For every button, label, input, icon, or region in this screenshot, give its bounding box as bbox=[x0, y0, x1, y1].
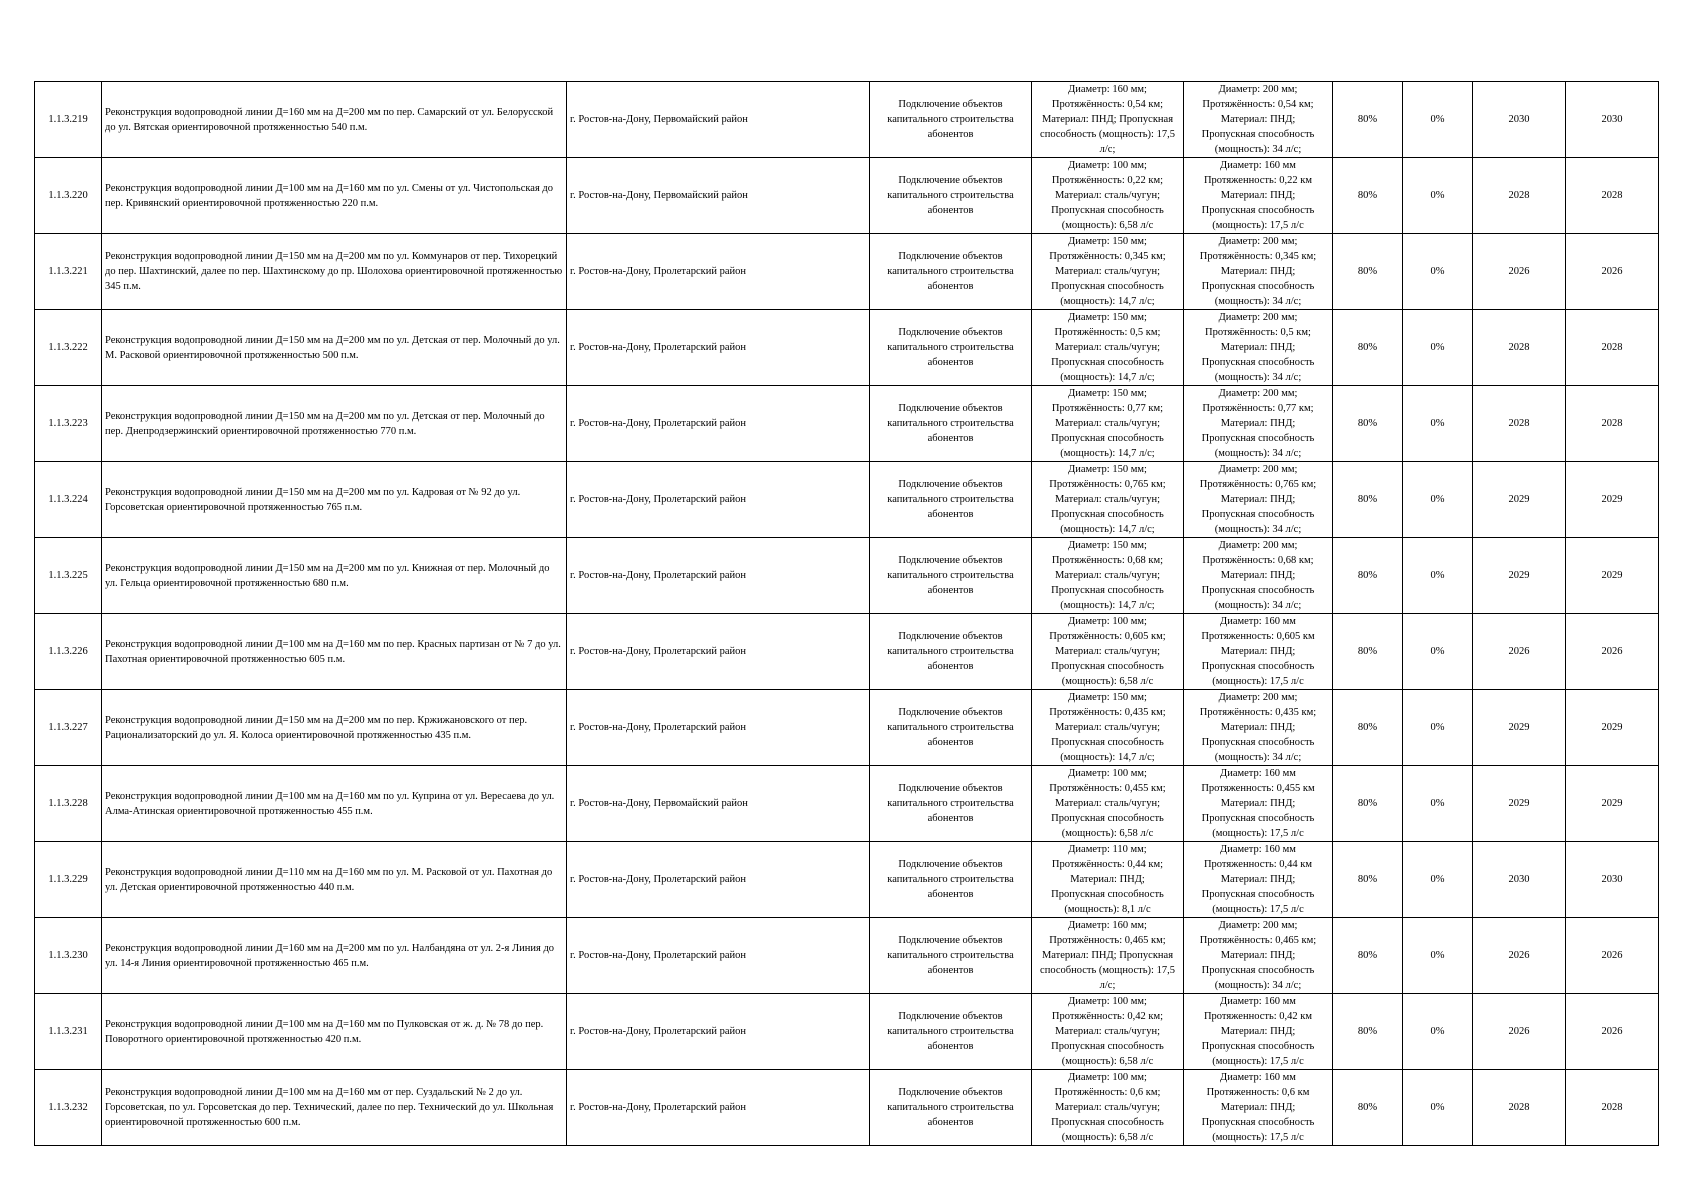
parameters-after-line: Протяжённость: 0,5 км; bbox=[1205, 327, 1311, 338]
location-cell: г. Ростов-на-Дону, Первомайский район bbox=[567, 82, 870, 158]
purpose-cell: Подключение объектов капитального строительства абонентов bbox=[870, 918, 1032, 994]
parameters-before-line: Пропускная способность bbox=[1051, 509, 1164, 520]
parameters-after-line: Диаметр: 160 мм bbox=[1220, 1072, 1296, 1083]
parameters-after-line: (мощность): 17,5 л/с bbox=[1212, 904, 1304, 915]
location-cell: г. Ростов-на-Дону, Пролетарский район bbox=[567, 690, 870, 766]
percent-a-cell: 80% bbox=[1333, 1070, 1403, 1146]
parameters-before-line: Протяжённость: 0,765 км; bbox=[1049, 479, 1166, 490]
parameters-after-line: Протяженность: 0,605 км bbox=[1201, 631, 1315, 642]
parameters-after-line: (мощность): 34 л/с; bbox=[1214, 372, 1302, 383]
parameters-after-line: (мощность): 34 л/с; bbox=[1214, 524, 1302, 535]
parameters-before-line: л/с; bbox=[1099, 144, 1116, 155]
row-number-cell: 1.1.3.219 bbox=[35, 82, 102, 158]
parameters-after-cell bbox=[1184, 690, 1333, 766]
parameters-after-line: Протяженность: 0,455 км bbox=[1201, 783, 1315, 794]
parameters-before-line: Материал: сталь/чугун; bbox=[1054, 1102, 1161, 1113]
parameters-before-line: Диаметр: 150 мм; bbox=[1068, 692, 1147, 703]
percent-b-cell: 0% bbox=[1403, 614, 1473, 690]
parameters-after-line: Материал: ПНД; bbox=[1220, 874, 1296, 885]
row-number-cell: 1.1.3.226 bbox=[35, 614, 102, 690]
purpose-cell: Подключение объектов капитального строительства абонентов bbox=[870, 994, 1032, 1070]
parameters-after-line: (мощность): 17,5 л/с bbox=[1212, 828, 1304, 839]
location-cell: г. Ростов-на-Дону, Пролетарский район bbox=[567, 1070, 870, 1146]
parameters-before-line: Материал: сталь/чугун; bbox=[1054, 646, 1161, 657]
parameters-after-line: Диаметр: 200 мм; bbox=[1218, 540, 1298, 551]
parameters-after-line: Материал: ПНД; bbox=[1220, 798, 1296, 809]
table-row bbox=[35, 690, 1659, 766]
parameters-before-cell bbox=[1032, 538, 1184, 614]
percent-a-cell: 80% bbox=[1333, 994, 1403, 1070]
parameters-before-line: Протяжённость: 0,22 км; bbox=[1051, 175, 1164, 186]
parameters-before-line: Диаметр: 150 мм; bbox=[1068, 464, 1147, 475]
parameters-before-line: Материал: сталь/чугун; bbox=[1054, 1026, 1161, 1037]
percent-a-cell: 80% bbox=[1333, 386, 1403, 462]
purpose-cell: Подключение объектов капитального строительства абонентов bbox=[870, 158, 1032, 234]
parameters-after-line: Диаметр: 200 мм; bbox=[1218, 692, 1298, 703]
parameters-before-line: (мощность): 6,58 л/с bbox=[1061, 676, 1154, 687]
description-cell: Реконструкция водопроводной линии Д=100 мм на Д=160 мм по Пулковская от ж. д. № 78 до пер. Поворотного ориентировочной протяженностью 420 п.м. bbox=[102, 994, 567, 1070]
parameters-before-line: Диаметр: 100 мм; bbox=[1068, 1072, 1147, 1083]
parameters-before-line: Диаметр: 100 мм; bbox=[1068, 160, 1147, 171]
parameters-after-line: (мощность): 34 л/с; bbox=[1214, 752, 1302, 763]
parameters-after-line: Протяженность: 0,42 км bbox=[1203, 1011, 1313, 1022]
parameters-after-line: Материал: ПНД; bbox=[1220, 418, 1296, 429]
location-cell: г. Ростов-на-Дону, Первомайский район bbox=[567, 158, 870, 234]
year-start-cell: 2028 bbox=[1473, 386, 1566, 462]
row-number-cell: 1.1.3.222 bbox=[35, 310, 102, 386]
parameters-before-cell bbox=[1032, 994, 1184, 1070]
parameters-before-line: Диаметр: 100 мм; bbox=[1068, 996, 1147, 1007]
purpose-cell: Подключение объектов капитального строительства абонентов bbox=[870, 234, 1032, 310]
parameters-before-line: Протяжённость: 0,44 км; bbox=[1051, 859, 1164, 870]
parameters-before-line: Пропускная способность bbox=[1051, 1041, 1164, 1052]
description-cell: Реконструкция водопроводной линии Д=100 мм на Д=160 мм по ул. Смены от ул. Чистопольская до пер. Кривянский ориентировочной протяженностью 220 п.м. bbox=[102, 158, 567, 234]
parameters-before-line: (мощность): 14,7 л/с; bbox=[1060, 448, 1155, 459]
parameters-after-line: Пропускная способность bbox=[1201, 129, 1315, 140]
parameters-after-line: (мощность): 17,5 л/с bbox=[1212, 1056, 1304, 1067]
location-cell: г. Ростов-на-Дону, Пролетарский район bbox=[567, 538, 870, 614]
parameters-after-line: Диаметр: 160 мм bbox=[1220, 616, 1296, 627]
table-row bbox=[35, 234, 1659, 310]
parameters-before-line: Протяжённость: 0,6 км; bbox=[1054, 1087, 1161, 1098]
year-end-cell: 2028 bbox=[1566, 1070, 1659, 1146]
parameters-before-line: (мощность): 8,1 л/с bbox=[1064, 904, 1151, 915]
year-start-cell: 2028 bbox=[1473, 158, 1566, 234]
table-row bbox=[35, 918, 1659, 994]
parameters-before-line: Материал: сталь/чугун; bbox=[1054, 190, 1161, 201]
location-cell: г. Ростов-на-Дону, Пролетарский район bbox=[567, 918, 870, 994]
year-start-cell: 2029 bbox=[1473, 538, 1566, 614]
table-row bbox=[35, 614, 1659, 690]
parameters-before-line: Материал: сталь/чугун; bbox=[1054, 418, 1161, 429]
parameters-after-line: Пропускная способность bbox=[1201, 889, 1315, 900]
parameters-after-line: (мощность): 34 л/с; bbox=[1214, 448, 1302, 459]
parameters-before-line: Материал: сталь/чугун; bbox=[1054, 266, 1161, 277]
parameters-after-line: Протяжённость: 0,68 км; bbox=[1202, 555, 1314, 566]
parameters-before-line: Пропускная способность bbox=[1051, 585, 1164, 596]
parameters-after-line: Пропускная способность bbox=[1201, 205, 1315, 216]
year-end-cell: 2028 bbox=[1566, 310, 1659, 386]
row-number-cell: 1.1.3.224 bbox=[35, 462, 102, 538]
parameters-after-line: Диаметр: 200 мм; bbox=[1218, 312, 1298, 323]
parameters-before-line: Материал: сталь/чугун; bbox=[1054, 722, 1161, 733]
percent-b-cell: 0% bbox=[1403, 234, 1473, 310]
row-number-cell: 1.1.3.223 bbox=[35, 386, 102, 462]
purpose-cell: Подключение объектов капитального строительства абонентов bbox=[870, 82, 1032, 158]
parameters-before-line: Протяжённость: 0,465 км; bbox=[1049, 935, 1166, 946]
year-end-cell: 2026 bbox=[1566, 994, 1659, 1070]
parameters-before-cell bbox=[1032, 158, 1184, 234]
parameters-before-line: (мощность): 14,7 л/с; bbox=[1060, 752, 1155, 763]
parameters-before-line: Протяжённость: 0,77 км; bbox=[1051, 403, 1164, 414]
parameters-after-line: Материал: ПНД; bbox=[1220, 646, 1296, 657]
parameters-after-line: Протяжённость: 0,435 км; bbox=[1199, 707, 1317, 718]
year-end-cell: 2026 bbox=[1566, 918, 1659, 994]
percent-a-cell: 80% bbox=[1333, 462, 1403, 538]
parameters-after-line: Диаметр: 200 мм; bbox=[1218, 464, 1298, 475]
parameters-before-line: Диаметр: 100 мм; bbox=[1068, 768, 1147, 779]
parameters-after-cell bbox=[1184, 766, 1333, 842]
parameters-before-line: Диаметр: 150 мм; bbox=[1068, 540, 1147, 551]
parameters-after-cell bbox=[1184, 310, 1333, 386]
parameters-after-cell bbox=[1184, 462, 1333, 538]
parameters-before-line: Пропускная способность bbox=[1051, 205, 1164, 216]
parameters-after-line: Материал: ПНД; bbox=[1220, 190, 1296, 201]
parameters-before-line: Пропускная способность bbox=[1051, 433, 1164, 444]
purpose-cell: Подключение объектов капитального строительства абонентов bbox=[870, 1070, 1032, 1146]
parameters-after-line: Материал: ПНД; bbox=[1220, 722, 1296, 733]
parameters-before-line: Диаметр: 100 мм; bbox=[1068, 616, 1147, 627]
parameters-before-line: Протяжённость: 0,5 км; bbox=[1054, 327, 1161, 338]
parameters-after-cell bbox=[1184, 994, 1333, 1070]
parameters-before-line: способность (мощность): 17,5 bbox=[1040, 129, 1175, 140]
location-cell: г. Ростов-на-Дону, Пролетарский район bbox=[567, 462, 870, 538]
table-body bbox=[35, 82, 1659, 1146]
parameters-after-line: Диаметр: 200 мм; bbox=[1218, 84, 1298, 95]
parameters-after-cell bbox=[1184, 234, 1333, 310]
percent-a-cell: 80% bbox=[1333, 690, 1403, 766]
location-cell: г. Ростов-на-Дону, Пролетарский район bbox=[567, 994, 870, 1070]
description-cell: Реконструкция водопроводной линии Д=160 мм на Д=200 мм по пер. Самарский от ул. Белорусской до ул. Вятская ориентировочной протяженностью 540 п.м. bbox=[102, 82, 567, 158]
purpose-cell: Подключение объектов капитального строительства абонентов bbox=[870, 462, 1032, 538]
year-start-cell: 2026 bbox=[1473, 918, 1566, 994]
parameters-before-line: Материал: сталь/чугун; bbox=[1054, 570, 1161, 581]
parameters-after-line: Протяженность: 0,44 км bbox=[1203, 859, 1313, 870]
year-start-cell: 2026 bbox=[1473, 234, 1566, 310]
parameters-after-line: Диаметр: 160 мм bbox=[1220, 844, 1296, 855]
parameters-before-cell bbox=[1032, 1070, 1184, 1146]
parameters-after-cell bbox=[1184, 918, 1333, 994]
parameters-before-cell bbox=[1032, 234, 1184, 310]
parameters-before-line: Протяжённость: 0,345 км; bbox=[1049, 251, 1166, 262]
percent-a-cell: 80% bbox=[1333, 538, 1403, 614]
parameters-after-line: Протяжённость: 0,765 км; bbox=[1199, 479, 1317, 490]
percent-b-cell: 0% bbox=[1403, 310, 1473, 386]
percent-b-cell: 0% bbox=[1403, 766, 1473, 842]
purpose-cell: Подключение объектов капитального строительства абонентов bbox=[870, 386, 1032, 462]
description-cell: Реконструкция водопроводной линии Д=150 мм на Д=200 мм по ул. Детская от пер. Молочный до пер. Днепродзержинский ориентировочной протяженностью 770 п.м. bbox=[102, 386, 567, 462]
location-cell: г. Ростов-на-Дону, Пролетарский район bbox=[567, 842, 870, 918]
percent-a-cell: 80% bbox=[1333, 82, 1403, 158]
parameters-before-line: Диаметр: 150 мм; bbox=[1068, 236, 1147, 247]
year-start-cell: 2026 bbox=[1473, 614, 1566, 690]
percent-b-cell: 0% bbox=[1403, 82, 1473, 158]
parameters-before-line: Протяжённость: 0,605 км; bbox=[1049, 631, 1166, 642]
percent-b-cell: 0% bbox=[1403, 842, 1473, 918]
purpose-cell: Подключение объектов капитального строительства абонентов bbox=[870, 614, 1032, 690]
parameters-after-cell bbox=[1184, 82, 1333, 158]
parameters-after-line: (мощность): 17,5 л/с bbox=[1212, 220, 1304, 231]
row-number-cell: 1.1.3.230 bbox=[35, 918, 102, 994]
parameters-after-line: Пропускная способность bbox=[1201, 509, 1315, 520]
parameters-after-line: Пропускная способность bbox=[1201, 1041, 1315, 1052]
parameters-before-line: Пропускная способность bbox=[1051, 889, 1164, 900]
description-cell: Реконструкция водопроводной линии Д=110 мм на Д=160 мм по ул. М. Расковой от ул. Пахотная до ул. Детская ориентировочной протяженностью 440 п.м. bbox=[102, 842, 567, 918]
year-end-cell: 2029 bbox=[1566, 462, 1659, 538]
parameters-before-line: Пропускная способность bbox=[1051, 281, 1164, 292]
parameters-before-line: Протяжённость: 0,455 км; bbox=[1049, 783, 1166, 794]
parameters-after-line: Протяжённость: 0,77 км; bbox=[1202, 403, 1314, 414]
parameters-before-cell bbox=[1032, 386, 1184, 462]
year-end-cell: 2028 bbox=[1566, 386, 1659, 462]
parameters-after-cell bbox=[1184, 614, 1333, 690]
row-number-cell: 1.1.3.232 bbox=[35, 1070, 102, 1146]
description-cell: Реконструкция водопроводной линии Д=150 мм на Д=200 мм по ул. Детская от пер. Молочный до ул. М. Расковой ориентировочной протяженностью 500 п.м. bbox=[102, 310, 567, 386]
parameters-after-cell bbox=[1184, 538, 1333, 614]
table-row bbox=[35, 158, 1659, 234]
percent-a-cell: 80% bbox=[1333, 842, 1403, 918]
parameters-after-line: Пропускная способность bbox=[1201, 357, 1315, 368]
parameters-after-line: (мощность): 34 л/с; bbox=[1214, 600, 1302, 611]
parameters-after-line: Пропускная способность bbox=[1201, 813, 1315, 824]
year-end-cell: 2030 bbox=[1566, 842, 1659, 918]
row-number-cell: 1.1.3.225 bbox=[35, 538, 102, 614]
year-start-cell: 2029 bbox=[1473, 766, 1566, 842]
parameters-before-cell bbox=[1032, 310, 1184, 386]
parameters-before-line: Диаметр: 110 мм; bbox=[1068, 844, 1147, 855]
location-cell: г. Ростов-на-Дону, Пролетарский район bbox=[567, 234, 870, 310]
parameters-before-line: Пропускная способность bbox=[1051, 357, 1164, 368]
parameters-after-cell bbox=[1184, 386, 1333, 462]
parameters-before-line: Материал: ПНД; bbox=[1070, 874, 1145, 885]
location-cell: г. Ростов-на-Дону, Пролетарский район bbox=[567, 614, 870, 690]
year-start-cell: 2029 bbox=[1473, 690, 1566, 766]
parameters-after-line: Материал: ПНД; bbox=[1220, 950, 1296, 961]
parameters-after-line: (мощность): 34 л/с; bbox=[1214, 144, 1302, 155]
year-start-cell: 2026 bbox=[1473, 994, 1566, 1070]
location-cell: г. Ростов-на-Дону, Первомайский район bbox=[567, 766, 870, 842]
parameters-after-line: Пропускная способность bbox=[1201, 965, 1315, 976]
description-cell: Реконструкция водопроводной линии Д=150 мм на Д=200 мм по ул. Коммунаров от пер. Тихорецкий до пер. Шахтинский, далее по пер. Шахтинскому до пр. Шолохова ориентировочной протяженностью 345 п.м. bbox=[102, 234, 567, 310]
parameters-before-line: Материал: сталь/чугун; bbox=[1054, 494, 1161, 505]
year-end-cell: 2026 bbox=[1566, 234, 1659, 310]
table-row bbox=[35, 994, 1659, 1070]
purpose-cell: Подключение объектов капитального строительства абонентов bbox=[870, 310, 1032, 386]
year-start-cell: 2028 bbox=[1473, 1070, 1566, 1146]
year-start-cell: 2030 bbox=[1473, 842, 1566, 918]
parameters-before-line: Диаметр: 150 мм; bbox=[1068, 388, 1147, 399]
description-cell: Реконструкция водопроводной линии Д=100 мм на Д=160 мм от пер. Суздальский № 2 до ул. Горсоветская, по ул. Горсоветская до пер. Технический, далее по пер. Технический до ул. Школьная ориентировочной протяженностью 600 п.м. bbox=[102, 1070, 567, 1146]
parameters-before-line: (мощность): 6,58 л/с bbox=[1061, 1056, 1154, 1067]
parameters-after-line: Материал: ПНД; bbox=[1220, 1102, 1296, 1113]
parameters-before-line: Протяжённость: 0,54 км; bbox=[1051, 99, 1164, 110]
parameters-before-line: Протяжённость: 0,435 км; bbox=[1049, 707, 1166, 718]
parameters-before-cell bbox=[1032, 82, 1184, 158]
parameters-after-line: Материал: ПНД; bbox=[1220, 114, 1296, 125]
parameters-before-line: Материал: ПНД; Пропускная bbox=[1041, 114, 1174, 125]
table-row bbox=[35, 462, 1659, 538]
row-number-cell: 1.1.3.221 bbox=[35, 234, 102, 310]
year-end-cell: 2029 bbox=[1566, 538, 1659, 614]
parameters-after-line: Пропускная способность bbox=[1201, 737, 1315, 748]
parameters-before-line: (мощность): 14,7 л/с; bbox=[1060, 524, 1155, 535]
parameters-before-cell bbox=[1032, 614, 1184, 690]
parameters-after-line: Диаметр: 160 мм bbox=[1220, 768, 1296, 779]
parameters-before-line: (мощность): 14,7 л/с; bbox=[1060, 296, 1155, 307]
parameters-after-line: Материал: ПНД; bbox=[1220, 570, 1296, 581]
percent-b-cell: 0% bbox=[1403, 918, 1473, 994]
parameters-after-line: Протяжённость: 0,345 км; bbox=[1199, 251, 1317, 262]
parameters-before-line: Материал: сталь/чугун; bbox=[1054, 798, 1161, 809]
parameters-before-line: (мощность): 14,7 л/с; bbox=[1060, 372, 1155, 383]
row-number-cell: 1.1.3.229 bbox=[35, 842, 102, 918]
year-start-cell: 2030 bbox=[1473, 82, 1566, 158]
percent-a-cell: 80% bbox=[1333, 310, 1403, 386]
parameters-after-line: Материал: ПНД; bbox=[1220, 494, 1296, 505]
parameters-after-line: Материал: ПНД; bbox=[1220, 342, 1296, 353]
parameters-after-line: (мощность): 17,5 л/с bbox=[1212, 676, 1304, 687]
purpose-cell: Подключение объектов капитального строительства абонентов bbox=[870, 538, 1032, 614]
parameters-before-cell bbox=[1032, 766, 1184, 842]
percent-a-cell: 80% bbox=[1333, 766, 1403, 842]
year-end-cell: 2029 bbox=[1566, 766, 1659, 842]
parameters-after-line: (мощность): 34 л/с; bbox=[1214, 980, 1302, 991]
parameters-after-cell bbox=[1184, 842, 1333, 918]
year-end-cell: 2028 bbox=[1566, 158, 1659, 234]
parameters-after-line: Диаметр: 160 мм bbox=[1220, 996, 1296, 1007]
description-cell: Реконструкция водопроводной линии Д=150 мм на Д=200 мм по ул. Книжная от пер. Молочный до ул. Гельца ориентировочной протяженностью 680 п.м. bbox=[102, 538, 567, 614]
parameters-after-line: Пропускная способность bbox=[1201, 1117, 1315, 1128]
percent-b-cell: 0% bbox=[1403, 1070, 1473, 1146]
parameters-before-line: (мощность): 6,58 л/с bbox=[1061, 1132, 1154, 1143]
parameters-after-line: Пропускная способность bbox=[1201, 585, 1315, 596]
parameters-before-line: Протяжённость: 0,68 км; bbox=[1051, 555, 1164, 566]
parameters-before-line: Диаметр: 150 мм; bbox=[1068, 312, 1147, 323]
year-end-cell: 2026 bbox=[1566, 614, 1659, 690]
parameters-before-line: Протяжённость: 0,42 км; bbox=[1051, 1011, 1164, 1022]
purpose-cell: Подключение объектов капитального строительства абонентов bbox=[870, 842, 1032, 918]
description-cell: Реконструкция водопроводной линии Д=160 мм на Д=200 мм по ул. Налбандяна от ул. 2-я Линия до ул. 14-я Линия ориентировочной протяженностью 465 п.м. bbox=[102, 918, 567, 994]
parameters-before-line: Диаметр: 160 мм; bbox=[1068, 920, 1147, 931]
parameters-after-line: Пропускная способность bbox=[1201, 433, 1315, 444]
parameters-before-line: Пропускная способность bbox=[1051, 737, 1164, 748]
percent-a-cell: 80% bbox=[1333, 614, 1403, 690]
parameters-before-cell bbox=[1032, 462, 1184, 538]
parameters-after-cell bbox=[1184, 1070, 1333, 1146]
table-row bbox=[35, 386, 1659, 462]
parameters-after-line: Материал: ПНД; bbox=[1220, 266, 1296, 277]
year-end-cell: 2029 bbox=[1566, 690, 1659, 766]
parameters-after-cell bbox=[1184, 158, 1333, 234]
percent-a-cell: 80% bbox=[1333, 234, 1403, 310]
table-row bbox=[35, 538, 1659, 614]
description-cell: Реконструкция водопроводной линии Д=150 мм на Д=200 мм по ул. Кадровая от № 92 до ул. Горсоветская ориентировочной протяженностью 765 п.м. bbox=[102, 462, 567, 538]
purpose-cell: Подключение объектов капитального строительства абонентов bbox=[870, 690, 1032, 766]
parameters-after-line: Протяжённость: 0,465 км; bbox=[1199, 935, 1317, 946]
parameters-before-cell bbox=[1032, 842, 1184, 918]
parameters-after-line: Пропускная способность bbox=[1201, 661, 1315, 672]
description-cell: Реконструкция водопроводной линии Д=150 мм на Д=200 мм по пер. Кржижановского от пер. Рационализаторский до ул. Я. Колоса ориентировочной протяженностью 435 п.м. bbox=[102, 690, 567, 766]
parameters-before-line: Пропускная способность bbox=[1051, 813, 1164, 824]
parameters-before-line: (мощность): 6,58 л/с bbox=[1061, 220, 1154, 231]
parameters-before-line: способность (мощность): 17,5 bbox=[1040, 965, 1175, 976]
parameters-before-line: Диаметр: 160 мм; bbox=[1068, 84, 1147, 95]
percent-b-cell: 0% bbox=[1403, 386, 1473, 462]
parameters-after-line: Диаметр: 200 мм; bbox=[1218, 388, 1298, 399]
parameters-before-line: (мощность): 14,7 л/с; bbox=[1060, 600, 1155, 611]
table-row bbox=[35, 82, 1659, 158]
table-row bbox=[35, 1070, 1659, 1146]
percent-a-cell: 80% bbox=[1333, 918, 1403, 994]
year-start-cell: 2029 bbox=[1473, 462, 1566, 538]
location-cell: г. Ростов-на-Дону, Пролетарский район bbox=[567, 310, 870, 386]
purpose-cell: Подключение объектов капитального строительства абонентов bbox=[870, 766, 1032, 842]
parameters-before-line: (мощность): 6,58 л/с bbox=[1061, 828, 1154, 839]
row-number-cell: 1.1.3.227 bbox=[35, 690, 102, 766]
parameters-before-cell bbox=[1032, 918, 1184, 994]
percent-b-cell: 0% bbox=[1403, 994, 1473, 1070]
parameters-after-line: Пропускная способность bbox=[1201, 281, 1315, 292]
row-number-cell: 1.1.3.231 bbox=[35, 994, 102, 1070]
parameters-after-line: (мощность): 17,5 л/с bbox=[1212, 1132, 1304, 1143]
percent-b-cell: 0% bbox=[1403, 690, 1473, 766]
percent-b-cell: 0% bbox=[1403, 158, 1473, 234]
parameters-before-cell bbox=[1032, 690, 1184, 766]
location-cell: г. Ростов-на-Дону, Пролетарский район bbox=[567, 386, 870, 462]
parameters-before-line: Материал: сталь/чугун; bbox=[1054, 342, 1161, 353]
year-end-cell: 2030 bbox=[1566, 82, 1659, 158]
parameters-after-line: Протяжённость: 0,54 км; bbox=[1202, 99, 1314, 110]
parameters-after-line: Диаметр: 160 мм bbox=[1220, 160, 1296, 171]
parameters-after-line: Диаметр: 200 мм; bbox=[1218, 920, 1298, 931]
table-row bbox=[35, 842, 1659, 918]
parameters-before-line: Пропускная способность bbox=[1051, 1117, 1164, 1128]
table-row bbox=[35, 310, 1659, 386]
parameters-after-line: Материал: ПНД; bbox=[1220, 1026, 1296, 1037]
description-cell: Реконструкция водопроводной линии Д=100 мм на Д=160 мм по ул. Куприна от ул. Вересаева до ул. Алма-Атинская ориентировочной протяженностью 455 п.м. bbox=[102, 766, 567, 842]
parameters-before-line: Пропускная способность bbox=[1051, 661, 1164, 672]
row-number-cell: 1.1.3.220 bbox=[35, 158, 102, 234]
table-row bbox=[35, 766, 1659, 842]
projects-table bbox=[34, 81, 1659, 1146]
year-start-cell: 2028 bbox=[1473, 310, 1566, 386]
row-number-cell: 1.1.3.228 bbox=[35, 766, 102, 842]
parameters-after-line: (мощность): 34 л/с; bbox=[1214, 296, 1302, 307]
description-cell: Реконструкция водопроводной линии Д=100 мм на Д=160 мм по пер. Красных партизан от № 7 до ул. Пахотная ориентировочной протяженностью 605 п.м. bbox=[102, 614, 567, 690]
parameters-before-line: Материал: ПНД; Пропускная bbox=[1041, 950, 1174, 961]
percent-b-cell: 0% bbox=[1403, 538, 1473, 614]
parameters-after-line: Протяженность: 0,22 км bbox=[1203, 175, 1313, 186]
percent-b-cell: 0% bbox=[1403, 462, 1473, 538]
parameters-before-line: л/с; bbox=[1099, 980, 1116, 991]
parameters-after-line: Диаметр: 200 мм; bbox=[1218, 236, 1298, 247]
percent-a-cell: 80% bbox=[1333, 158, 1403, 234]
parameters-after-line: Протяженность: 0,6 км bbox=[1206, 1087, 1310, 1098]
